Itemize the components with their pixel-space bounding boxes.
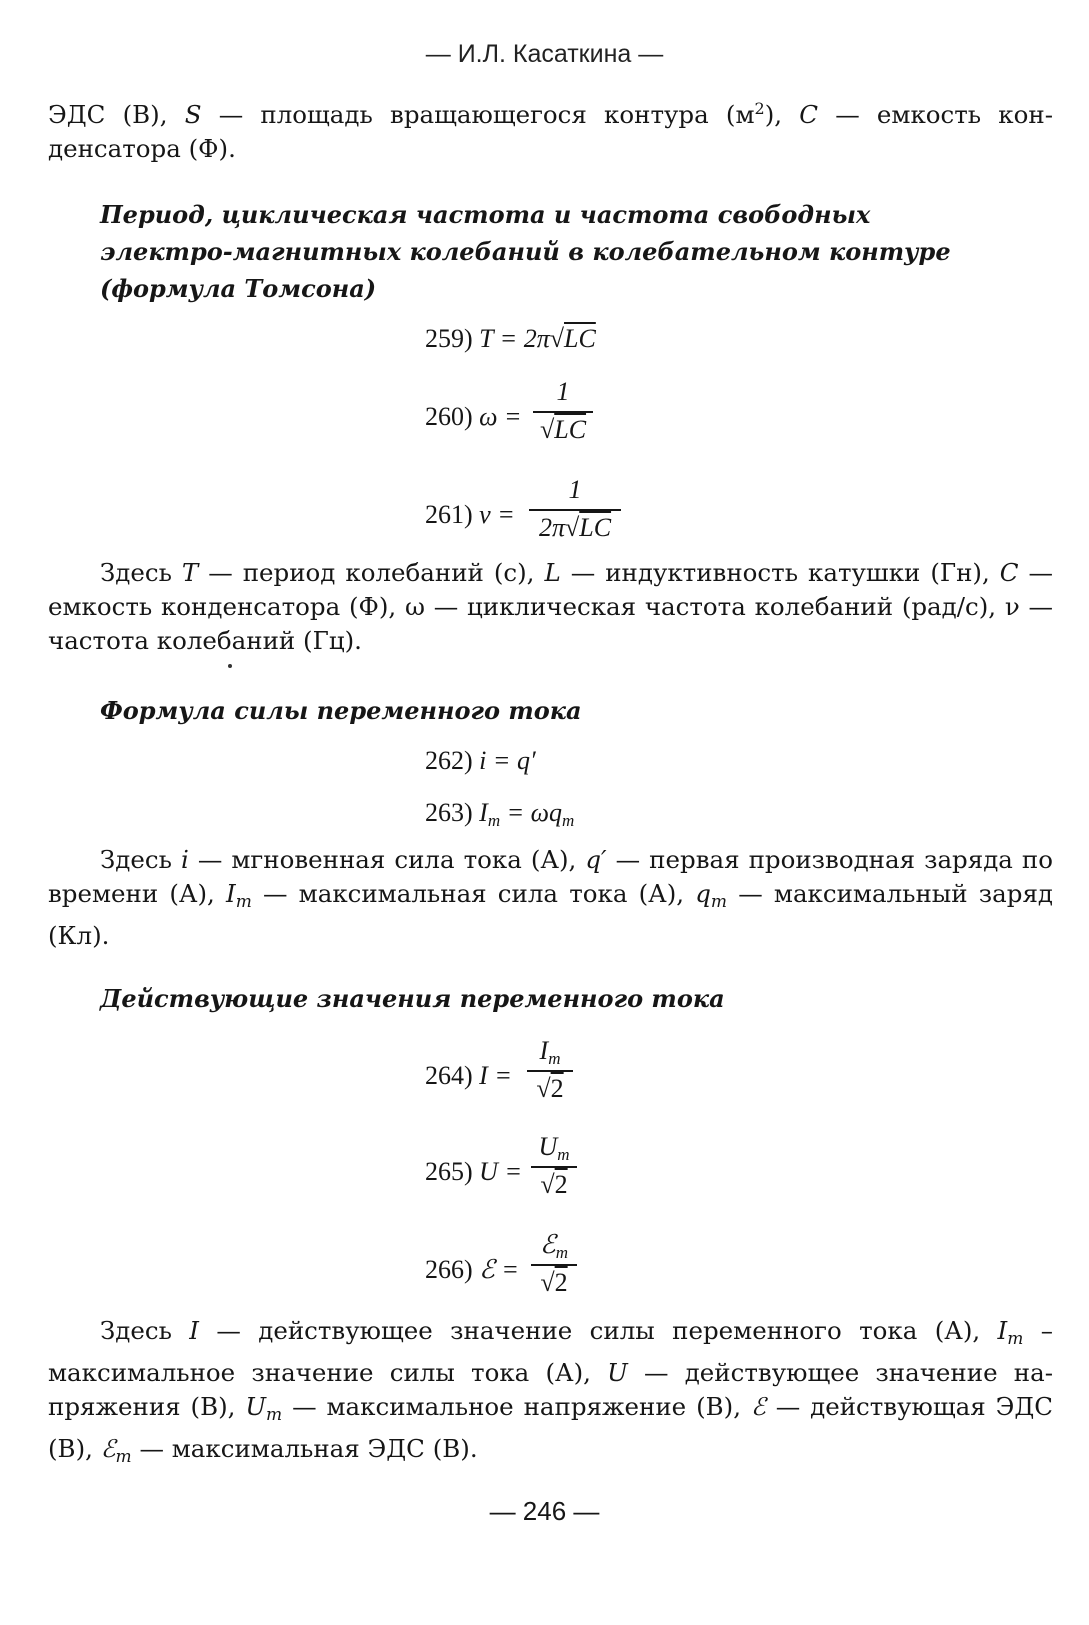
symbol-S: S (184, 100, 202, 129)
formula-260 (425, 375, 625, 455)
text: — площадь вращающегося контура (м (201, 100, 755, 129)
formula-264 (425, 1034, 625, 1114)
subscript: m (557, 1145, 570, 1164)
formula-265 (425, 1130, 625, 1210)
subscript: m (562, 811, 575, 830)
sqrt-sign: √ (536, 1074, 551, 1103)
superscript: 2 (754, 99, 765, 118)
text: — максимальный заряд (Кл). (48, 879, 1054, 950)
formula-expression: = ω (500, 798, 550, 827)
description-thomson (48, 556, 1053, 658)
denominator (531, 1170, 577, 1200)
text: ), (764, 100, 800, 129)
fraction-bar (531, 1166, 577, 1168)
denominator (533, 415, 593, 445)
formula-expression: i = q′ (479, 746, 536, 775)
text: — максимальное напряжение (В), (282, 1392, 751, 1421)
fraction-bar (533, 411, 593, 413)
text: — емкость конденсатора (Ф), ω — циклическая частота колебаний (рад/с), ν — частота колебаний (Гц). (48, 558, 1054, 655)
formula-lhs: I = (479, 1061, 512, 1090)
sqrt-sign: √ (539, 415, 555, 444)
symbol-Um: U (245, 1392, 267, 1421)
sqrt-sign: √ (549, 324, 565, 353)
formula-expression: T = 2π (479, 324, 550, 353)
numerator (527, 1036, 573, 1069)
numerator: 1 (568, 475, 582, 504)
text: — максимальная ЭДС (В). (131, 1434, 478, 1463)
subscript: m (235, 892, 252, 912)
text: Здесь (100, 1316, 190, 1345)
formula-number: 264) (425, 1061, 480, 1090)
numerator (531, 1132, 577, 1165)
text: — период колебаний (с), (198, 558, 545, 587)
formula-number: 265) (425, 1157, 480, 1186)
symbol-C: C (999, 558, 1019, 587)
formula-label (425, 1061, 512, 1091)
running-header: — И.Л. Касаткина — (425, 40, 664, 68)
sqrt-sign: √ (540, 1170, 555, 1199)
symbol-L: L (544, 558, 561, 587)
text: Здесь (100, 558, 182, 587)
symbol-Im: I (226, 879, 236, 908)
formula-lhs: ω = (479, 402, 522, 431)
coefficient: 2π (538, 513, 565, 542)
subscript: m (487, 811, 501, 830)
radicand: LC (564, 324, 596, 353)
description-ac-current (48, 843, 1053, 953)
fraction-bar (527, 1070, 573, 1072)
formula-261 (425, 473, 645, 553)
text: — мгновенная сила тока (А), (188, 845, 586, 874)
radicand: LC (579, 513, 612, 542)
symbol-i: i (180, 845, 189, 874)
radicand: LC (554, 415, 587, 444)
intro-paragraph (48, 92, 1053, 166)
formula-label (425, 1255, 519, 1285)
denominator (531, 1268, 577, 1298)
symbol-C: C (799, 100, 818, 129)
symbol-U: U (607, 1358, 628, 1387)
formula-number: 266) (425, 1255, 480, 1284)
text: — емкость кон-денсатора (Ф). (48, 100, 1053, 163)
numerator: 1 (556, 377, 570, 406)
symbol-qm: q (695, 879, 711, 908)
denominator (527, 1074, 573, 1104)
formula-263 (425, 798, 574, 836)
page-number: — 246 — (489, 1496, 600, 1526)
formula-262 (425, 746, 536, 776)
text: — действующее значение на-пряжения (В), (48, 1358, 1054, 1421)
subscript: m (115, 1447, 132, 1467)
fraction-bar (529, 509, 621, 511)
formula-number: 262) (425, 746, 480, 775)
symbol-q-prime: q′ (585, 845, 607, 874)
symbol: U (538, 1132, 558, 1161)
sqrt-sign: √ (564, 513, 580, 542)
formula-label (425, 500, 515, 530)
section-heading-effective-values: Действующие значения переменного тока (100, 984, 725, 1013)
formula-lhs: ℰ = (479, 1255, 519, 1284)
text: — индуктивность катушки (Гн), (560, 558, 1000, 587)
text: ЭДС (В), (48, 100, 185, 129)
formula-lhs: U = (479, 1157, 522, 1186)
section-heading-ac-current: Формула силы переменного тока (100, 696, 582, 725)
radicand: 2 (554, 1268, 568, 1297)
text: Здесь (100, 845, 181, 874)
section-heading-thomson: Период, циклическая частота и частота свободных электро-магнитных колебаний в колебательном контуре (формула Томсона) (100, 200, 951, 303)
description-effective-values (48, 1314, 1053, 1474)
subscript: m (1007, 1329, 1024, 1349)
denominator (529, 513, 621, 543)
formula-label (425, 402, 522, 432)
radicand: 2 (554, 1170, 568, 1199)
symbol-I: I (189, 1316, 199, 1345)
formula-lhs: ν = (479, 500, 515, 529)
symbol-T: T (181, 558, 199, 587)
radicand: 2 (550, 1074, 564, 1103)
subscript: m (266, 1405, 283, 1425)
symbol-I: I (479, 798, 488, 827)
text: – максимальное значение силы тока (А), (48, 1316, 1053, 1387)
formula-number: 260) (425, 402, 480, 431)
formula-259 (425, 324, 596, 354)
formula-number: 259) (425, 324, 480, 353)
print-speck (228, 664, 232, 668)
numerator (531, 1230, 577, 1263)
symbol-emf-max: ℰ (100, 1434, 116, 1463)
formula-number: 263) (425, 798, 480, 827)
symbol-emf: ℰ (750, 1392, 766, 1421)
sqrt-sign: √ (540, 1268, 555, 1297)
text: — действующая ЭДС (В), (48, 1392, 1054, 1463)
subscript: m (548, 1049, 561, 1068)
formula-266 (425, 1228, 625, 1308)
formula-label (425, 1157, 522, 1187)
subscript: m (555, 1243, 569, 1262)
symbol-Im: I (997, 1316, 1008, 1345)
subscript: m (710, 892, 728, 912)
symbol-q: q (549, 798, 563, 827)
text: — первая производная заряда по времени (А), (48, 845, 1053, 908)
formula-number: 261) (425, 500, 480, 529)
text: — действующее значение силы переменного тока (А), (198, 1316, 998, 1345)
text: — максимальная сила тока (А), (251, 879, 696, 908)
symbol: ℰ (539, 1230, 556, 1259)
symbol: I (539, 1036, 549, 1065)
fraction-bar (531, 1264, 577, 1266)
